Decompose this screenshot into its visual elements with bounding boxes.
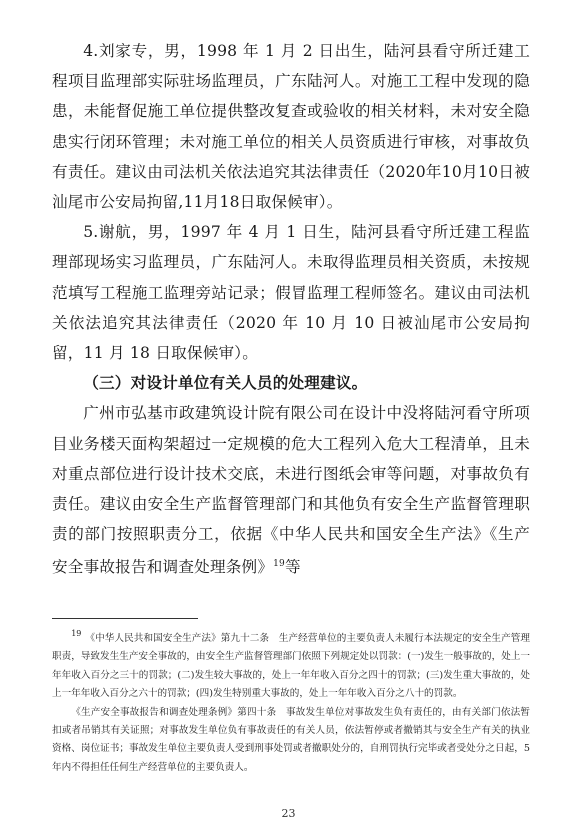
paragraph-xie-hang: 5.谢航，男，1997 年 4 月 1 日生，陆河县看守所迁建工程监理部现场实习监理员，广东陆河人。未取得监理员相关资质，未按规范填写工程施工监理旁站记录；假冒监理工程师签名。建议由司法机关依法追究其法律责任（2020 年 10 月 10 日被汕尾市公安局拘留，11 月 18 日取保候审）。 [52, 223, 530, 363]
paragraph-design-unit [52, 398, 530, 582]
section-heading: （三）对设计单位有关人员的处理建议。 [83, 373, 368, 393]
page-number: 23 [281, 807, 296, 820]
paragraph-design-unit-text: 广州市弘基市政建筑设计院有限公司在设计中没将陆河看守所项目业务楼天面构架超过一定规模的危大工程列入危大工程清单，且未对重点部位进行设计技术交底，未进行图纸会审等问题，对事故负有责任。建议由安全生产监督管理部门和其他负有安全生产监督管理职责的部门按照职责分工，依据《中华人民共和国安全生产法》《生产安全事故报告和调查处理条例》 [52, 404, 530, 577]
body-text [52, 36, 530, 583]
footnote-reference: 19 [273, 559, 285, 570]
footnote-divider [52, 618, 198, 619]
footnote-text: 《中华人民共和国安全生产法》第九十二条 生产经营单位的主要负责人未履行本法规定的安全生产管理职责，导致发生生产安全事故的，由安全生产监督管理部门依照下列规定处以罚款：(一)发生一般事故的，处上一年年收入百分之三十的罚款；(二)发生较大事故的，处上一年年收入百分之四十的罚款；(三)发生重大事故的，处上一年年收入百分之六十的罚款；(四)发生特别重大事故的，处上一年年收入百分之八十的罚款。 [52, 633, 530, 700]
footnote-number: 19 [71, 629, 82, 638]
paragraph-design-unit-tail: 等 [284, 558, 301, 577]
paragraph-liu-jiazhuan: 4.刘家专，男，1998 年 1 月 2 日出生，陆河县看守所迁建工程项目监理部实际驻场监理员，广东陆河人。对施工工程中发现的隐患，未能督促施工单位提供整改复查或验收的相关材料，未对安全隐患实行闭环管理；未对施工单位的相关人员资质进行审核，对事故负有责任。建议由司法机关依法追究其法律责任（2020年10月10日被汕尾市公安局拘留,11月18日取保候审）。 [52, 42, 530, 212]
footnote-continuation [52, 704, 530, 778]
footnote-text: 《生产安全事故报告和调查处理条例》第四十条 事故发生单位对事故发生负有责任的，由有关部门依法暂扣或者吊销其有关证照；对事故发生单位负有事故责任的有关人员，依法暂停或者撤销其与安全生产有关的执业资格、岗位证书；事故发生单位主要负责人受到刑事处罚或者撤职处分的，自刑罚执行完毕或者受处分之日起，5年内不得担任任何生产经营单位的主要负责人。 [52, 706, 530, 773]
footnotes [52, 625, 530, 777]
footnote-19 [52, 625, 530, 704]
